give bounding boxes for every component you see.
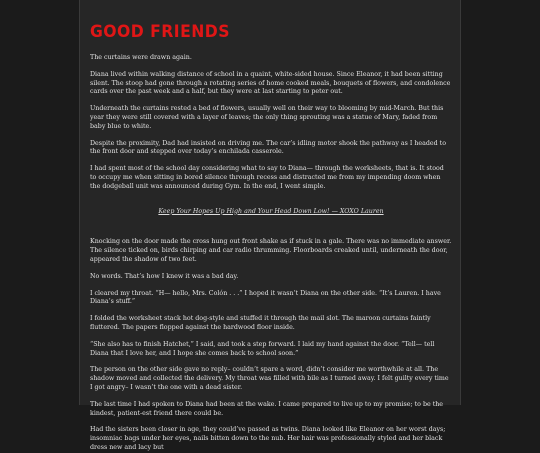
paragraph: “She also has to finish Hatchet,” I said, and took a step forward. I laid my hand against the door. “Tell— tell Diana that I love her, and I hope she comes back to school soon.”: [90, 340, 435, 357]
paragraph: The curtains were drawn again.: [90, 54, 192, 61]
paragraph: Had the sisters been closer in age, they could’ve passed as twins. Diana looked like Eleanor on her worst days; insomniac bags under her eyes, nails bitten down to the nub. Her hair was professionally styled and her black dress new and lacy but: [90, 426, 446, 451]
paragraph: No words. That’s how I knew it was a bad day.: [90, 272, 239, 280]
story-content: [80, 0, 460, 453]
paragraph: The person on the other side gave no reply– couldn’t spare a word, didn’t consider me worthwhile at all. The shadow moved and collected the delivery. My throat was filled with bile as I turned away. I felt guilty every time I got angry– I wasn’t the one with a dead sister.: [90, 366, 449, 391]
story-page: [79, 0, 461, 451]
story-title: GOOD FRIENDS: [90, 22, 230, 42]
paragraph: I had spent most of the school day considering what to say to Diana— through the worksheets, that is. It stood to occupy me when sitting in bored silence through recess and distracted me from my impending doom when the dodgeball unit was announced during Gym. In the end, I went simple.: [90, 165, 444, 190]
paragraph: I cleared my throat. “H— hello, Mrs. Colón . . .” I hoped it wasn’t Diana on the other side. “It’s Lauren. I have Diana’s stuff.”: [90, 289, 441, 306]
paragraph: Knocking on the door made the cross hung out front shake as if stuck in a gale. There was no immediate answer. The silence ticked on, birds chirping and car radio thrumming. Floorboards creaked until, underneath the door, appeared the shadow of two feet.: [90, 238, 452, 263]
paragraph: I folded the worksheet stack hot dog-style and stuffed it through the mail slot. The maroon curtains faintly fluttered. The papers flopped against the hardwood floor inside.: [90, 315, 431, 331]
paragraph: Underneath the curtains rested a bed of flowers, usually well on their way to blooming by mid-March. But this year they were still covered with a layer of leaves; the only thing sprouting was a statue of Mary, faded from baby blue to white.: [90, 105, 444, 130]
paragraph: Despite the proximity, Dad had insisted on driving me. The car’s idling motor shook the pathway as I headed to the front door and stepped over today’s enchilada casserole.: [90, 139, 446, 156]
worksheet-note: Keep Your Hopes Up High and Your Head Down Low! — XOXO Lauren: [158, 207, 384, 215]
paragraph: The last time I had spoken to Diana had been at the wake. I came prepared to live up to my promise; to be the kindest, patient-est friend there could be.: [90, 400, 444, 417]
paragraph: Diana lived within walking distance of school in a quaint, white-sided house. Since Eleanor, it had been sitting silent. The stoop had gone through a rotating series of home cooked meals, bouquets of flowers, and condolence cards over the past week and a half, but they were at last starting to peter out.: [90, 70, 451, 96]
